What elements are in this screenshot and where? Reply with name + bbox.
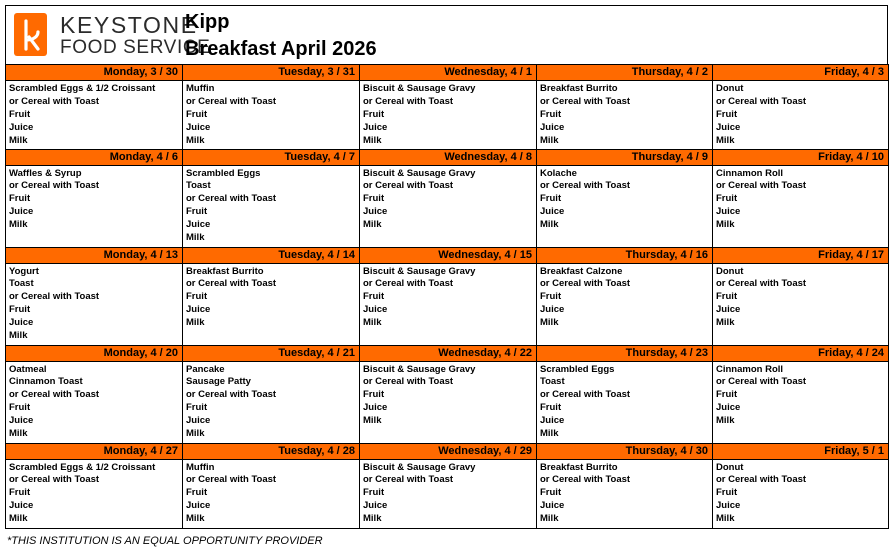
menu-item: or Cereal with Toast	[186, 474, 277, 486]
menu-item: Fruit	[9, 193, 31, 205]
menu-item: Donut	[716, 83, 744, 94]
page-header	[5, 5, 888, 64]
menu-item: Cinnamon Toast	[9, 376, 83, 388]
menu-item: or Cereal with Toast	[9, 474, 100, 486]
day-menu-cell	[183, 361, 360, 443]
day-date-header: Friday, 4 / 10	[713, 149, 889, 165]
day-menu-cell	[360, 361, 537, 443]
day-menu-cell	[537, 81, 713, 150]
menu-item: Milk	[716, 415, 735, 427]
menu-item: Juice	[186, 415, 211, 427]
day-menu-cell	[713, 459, 889, 528]
menu-item: Breakfast Burrito	[540, 461, 618, 473]
day-menu-cell	[537, 263, 713, 345]
menu-item: Milk	[186, 428, 205, 440]
menu-item: Juice	[363, 121, 388, 133]
day-date-header: Monday, 3 / 30	[6, 65, 183, 81]
menu-item: or Cereal with Toast	[716, 376, 807, 388]
menu-item: Breakfast Calzone	[540, 265, 623, 277]
menu-item: or Cereal with Toast	[363, 376, 454, 388]
day-menu-cell	[360, 165, 537, 247]
menu-item: or Cereal with Toast	[363, 474, 454, 486]
menu-item: Fruit	[716, 487, 738, 499]
day-menu-cell	[537, 165, 713, 247]
menu-item: Milk	[186, 317, 205, 329]
day-date-header: Thursday, 4 / 2	[537, 65, 713, 81]
menu-calendar	[5, 64, 889, 529]
menu-item: Fruit	[186, 206, 208, 218]
menu-item: Juice	[363, 500, 388, 512]
menu-item: Biscuit & Sausage Gravy	[363, 83, 476, 94]
menu-item: or Cereal with Toast	[716, 180, 807, 192]
menu-item: Milk	[9, 330, 28, 342]
menu-item: Donut	[716, 265, 744, 277]
day-menu-cell	[360, 263, 537, 345]
menu-item: or Cereal with Toast	[9, 291, 100, 303]
menu-item: Juice	[540, 121, 565, 133]
menu-item: or Cereal with Toast	[363, 278, 454, 290]
menu-item: Toast	[540, 376, 565, 388]
menu-item: Juice	[9, 121, 34, 133]
menu-item: Milk	[716, 513, 735, 525]
school-name: Kipp	[185, 11, 230, 33]
menu-item: Milk	[9, 134, 28, 146]
brand-name-line-2: FOOD SERVICE	[60, 37, 211, 58]
menu-item: Juice	[363, 206, 388, 218]
menu-item: Fruit	[9, 108, 31, 120]
menu-item: Milk	[186, 134, 205, 146]
menu-item: Milk	[540, 219, 559, 231]
day-menu-cell	[713, 361, 889, 443]
menu-item: Milk	[9, 219, 28, 231]
menu-item: Juice	[186, 219, 211, 231]
menu-item: Scrambled Eggs & 1/2 Croissant	[9, 461, 156, 473]
week-date-row	[6, 443, 889, 459]
day-date-header: Wednesday, 4 / 8	[360, 149, 537, 165]
day-date-header: Wednesday, 4 / 29	[360, 443, 537, 459]
menu-item: or Cereal with Toast	[186, 389, 277, 401]
menu-item: Fruit	[540, 108, 562, 120]
week-menu-row	[6, 165, 889, 247]
menu-item: Scrambled Eggs	[540, 363, 615, 375]
menu-item: Juice	[186, 304, 211, 316]
menu-item: or Cereal with Toast	[186, 193, 277, 205]
day-date-header: Thursday, 4 / 9	[537, 149, 713, 165]
menu-item: Scrambled Eggs	[186, 167, 261, 179]
menu-item: Juice	[716, 402, 741, 414]
menu-item: Fruit	[186, 291, 208, 303]
week-menu-row	[6, 263, 889, 345]
menu-item: Milk	[9, 513, 28, 525]
week-date-row	[6, 247, 889, 263]
menu-item: Fruit	[716, 291, 738, 303]
menu-item: or Cereal with Toast	[540, 180, 631, 192]
brand-name-line-1: KEYSTONE	[60, 12, 198, 38]
menu-item: Fruit	[363, 108, 385, 120]
week-date-row	[6, 149, 889, 165]
menu-item: Milk	[363, 513, 382, 525]
day-date-header: Tuesday, 4 / 7	[183, 149, 360, 165]
menu-item: Milk	[9, 428, 28, 440]
menu-item: Milk	[186, 513, 205, 525]
week-menu-row	[6, 459, 889, 528]
menu-item: Muffin	[186, 83, 215, 94]
menu-item: Fruit	[716, 389, 738, 401]
menu-item: Donut	[716, 461, 744, 473]
day-date-header: Wednesday, 4 / 22	[360, 345, 537, 361]
menu-item: or Cereal with Toast	[716, 95, 807, 107]
menu-item: Waffles & Syrup	[9, 167, 82, 179]
menu-item: Fruit	[186, 487, 208, 499]
menu-item: Kolache	[540, 167, 577, 179]
day-date-header: Thursday, 4 / 23	[537, 345, 713, 361]
menu-item: or Cereal with Toast	[716, 278, 807, 290]
menu-item: Biscuit & Sausage Gravy	[363, 167, 476, 179]
menu-item: or Cereal with Toast	[363, 95, 454, 107]
menu-item: or Cereal with Toast	[186, 95, 277, 107]
day-menu-cell	[360, 81, 537, 150]
menu-item: Milk	[540, 317, 559, 329]
menu-item: Milk	[716, 317, 735, 329]
menu-item: Fruit	[9, 487, 31, 499]
menu-item: Milk	[540, 134, 559, 146]
menu-item: Juice	[540, 304, 565, 316]
menu-item: Juice	[540, 500, 565, 512]
day-date-header: Wednesday, 4 / 15	[360, 247, 537, 263]
keystone-k-logo-icon	[14, 13, 47, 56]
menu-item: or Cereal with Toast	[363, 180, 454, 192]
day-date-header: Thursday, 4 / 16	[537, 247, 713, 263]
menu-item: Scrambled Eggs & 1/2 Croissant	[9, 83, 156, 94]
day-menu-cell	[6, 165, 183, 247]
menu-item: or Cereal with Toast	[186, 278, 277, 290]
day-date-header: Tuesday, 4 / 14	[183, 247, 360, 263]
menu-item: Fruit	[540, 487, 562, 499]
menu-item: Oatmeal	[9, 363, 47, 375]
menu-item: or Cereal with Toast	[540, 278, 631, 290]
menu-item: Juice	[9, 317, 34, 329]
menu-item: Milk	[363, 134, 382, 146]
menu-item: Juice	[363, 304, 388, 316]
day-date-header: Wednesday, 4 / 1	[360, 65, 537, 81]
week-date-row	[6, 345, 889, 361]
menu-item: Fruit	[540, 193, 562, 205]
menu-item: Biscuit & Sausage Gravy	[363, 461, 476, 473]
menu-item: Milk	[540, 513, 559, 525]
day-menu-cell	[713, 81, 889, 150]
menu-item: or Cereal with Toast	[9, 180, 100, 192]
menu-item: Muffin	[186, 461, 215, 473]
day-date-header: Monday, 4 / 13	[6, 247, 183, 263]
day-date-header: Friday, 4 / 3	[713, 65, 889, 81]
menu-item: Breakfast Burrito	[186, 265, 264, 277]
day-menu-cell	[183, 263, 360, 345]
menu-item: Milk	[363, 415, 382, 427]
menu-item: Fruit	[540, 291, 562, 303]
menu-item: Fruit	[9, 304, 31, 316]
menu-item: Juice	[186, 500, 211, 512]
day-date-header: Monday, 4 / 20	[6, 345, 183, 361]
day-menu-cell	[360, 459, 537, 528]
menu-item: Juice	[716, 304, 741, 316]
menu-item: Juice	[9, 415, 34, 427]
menu-item: Fruit	[186, 108, 208, 120]
week-date-row	[6, 65, 889, 81]
day-date-header: Tuesday, 4 / 28	[183, 443, 360, 459]
menu-item: Milk	[716, 134, 735, 146]
menu-item: Yogurt	[9, 265, 39, 277]
menu-item: Breakfast Burrito	[540, 83, 618, 94]
menu-item: or Cereal with Toast	[9, 389, 100, 401]
menu-item: Fruit	[540, 402, 562, 414]
week-menu-row	[6, 81, 889, 150]
menu-item: Fruit	[716, 193, 738, 205]
menu-item: or Cereal with Toast	[540, 95, 631, 107]
menu-item: Juice	[716, 121, 741, 133]
menu-item: Milk	[716, 219, 735, 231]
day-menu-cell	[183, 165, 360, 247]
menu-item: Fruit	[716, 108, 738, 120]
menu-item: or Cereal with Toast	[716, 474, 807, 486]
menu-item: Milk	[540, 428, 559, 440]
day-menu-cell	[6, 263, 183, 345]
menu-item: or Cereal with Toast	[540, 389, 631, 401]
day-date-header: Friday, 4 / 17	[713, 247, 889, 263]
menu-item: Fruit	[363, 389, 385, 401]
day-menu-cell	[183, 81, 360, 150]
equal-opportunity-footer: *THIS INSTITUTION IS AN EQUAL OPPORTUNITY PROVIDER	[7, 535, 323, 547]
menu-item: Cinnamon Roll	[716, 167, 784, 179]
menu-item: Fruit	[9, 402, 31, 414]
menu-item: Juice	[186, 121, 211, 133]
menu-item: Fruit	[363, 291, 385, 303]
menu-item: or Cereal with Toast	[9, 95, 100, 107]
menu-item: Juice	[363, 402, 388, 414]
week-menu-row	[6, 361, 889, 443]
day-menu-cell	[6, 459, 183, 528]
menu-item: Juice	[540, 415, 565, 427]
menu-item: Toast	[186, 180, 211, 192]
menu-item: Biscuit & Sausage Gravy	[363, 363, 476, 375]
day-date-header: Friday, 4 / 24	[713, 345, 889, 361]
menu-item: Fruit	[363, 193, 385, 205]
menu-item: Sausage Patty	[186, 376, 251, 388]
day-date-header: Monday, 4 / 27	[6, 443, 183, 459]
menu-item: Juice	[716, 500, 741, 512]
menu-item: Toast	[9, 278, 34, 290]
menu-item: Pancake	[186, 363, 225, 375]
menu-item: Milk	[186, 232, 205, 244]
day-menu-cell	[6, 81, 183, 150]
day-menu-cell	[6, 361, 183, 443]
menu-item: Juice	[540, 206, 565, 218]
menu-item: or Cereal with Toast	[540, 474, 631, 486]
day-menu-cell	[183, 459, 360, 528]
day-date-header: Tuesday, 3 / 31	[183, 65, 360, 81]
menu-item: Milk	[363, 219, 382, 231]
menu-item: Cinnamon Roll	[716, 363, 784, 375]
menu-item: Fruit	[363, 487, 385, 499]
menu-item: Juice	[9, 206, 34, 218]
day-date-header: Thursday, 4 / 30	[537, 443, 713, 459]
day-menu-cell	[713, 165, 889, 247]
menu-item: Fruit	[186, 402, 208, 414]
day-date-header: Monday, 4 / 6	[6, 149, 183, 165]
menu-item: Juice	[716, 206, 741, 218]
day-menu-cell	[713, 263, 889, 345]
menu-item: Biscuit & Sausage Gravy	[363, 265, 476, 277]
menu-title: Breakfast April 2026	[185, 38, 377, 60]
day-menu-cell	[537, 459, 713, 528]
day-date-header: Tuesday, 4 / 21	[183, 345, 360, 361]
day-date-header: Friday, 5 / 1	[713, 443, 889, 459]
menu-item: Milk	[363, 317, 382, 329]
day-menu-cell	[537, 361, 713, 443]
menu-item: Juice	[9, 500, 34, 512]
